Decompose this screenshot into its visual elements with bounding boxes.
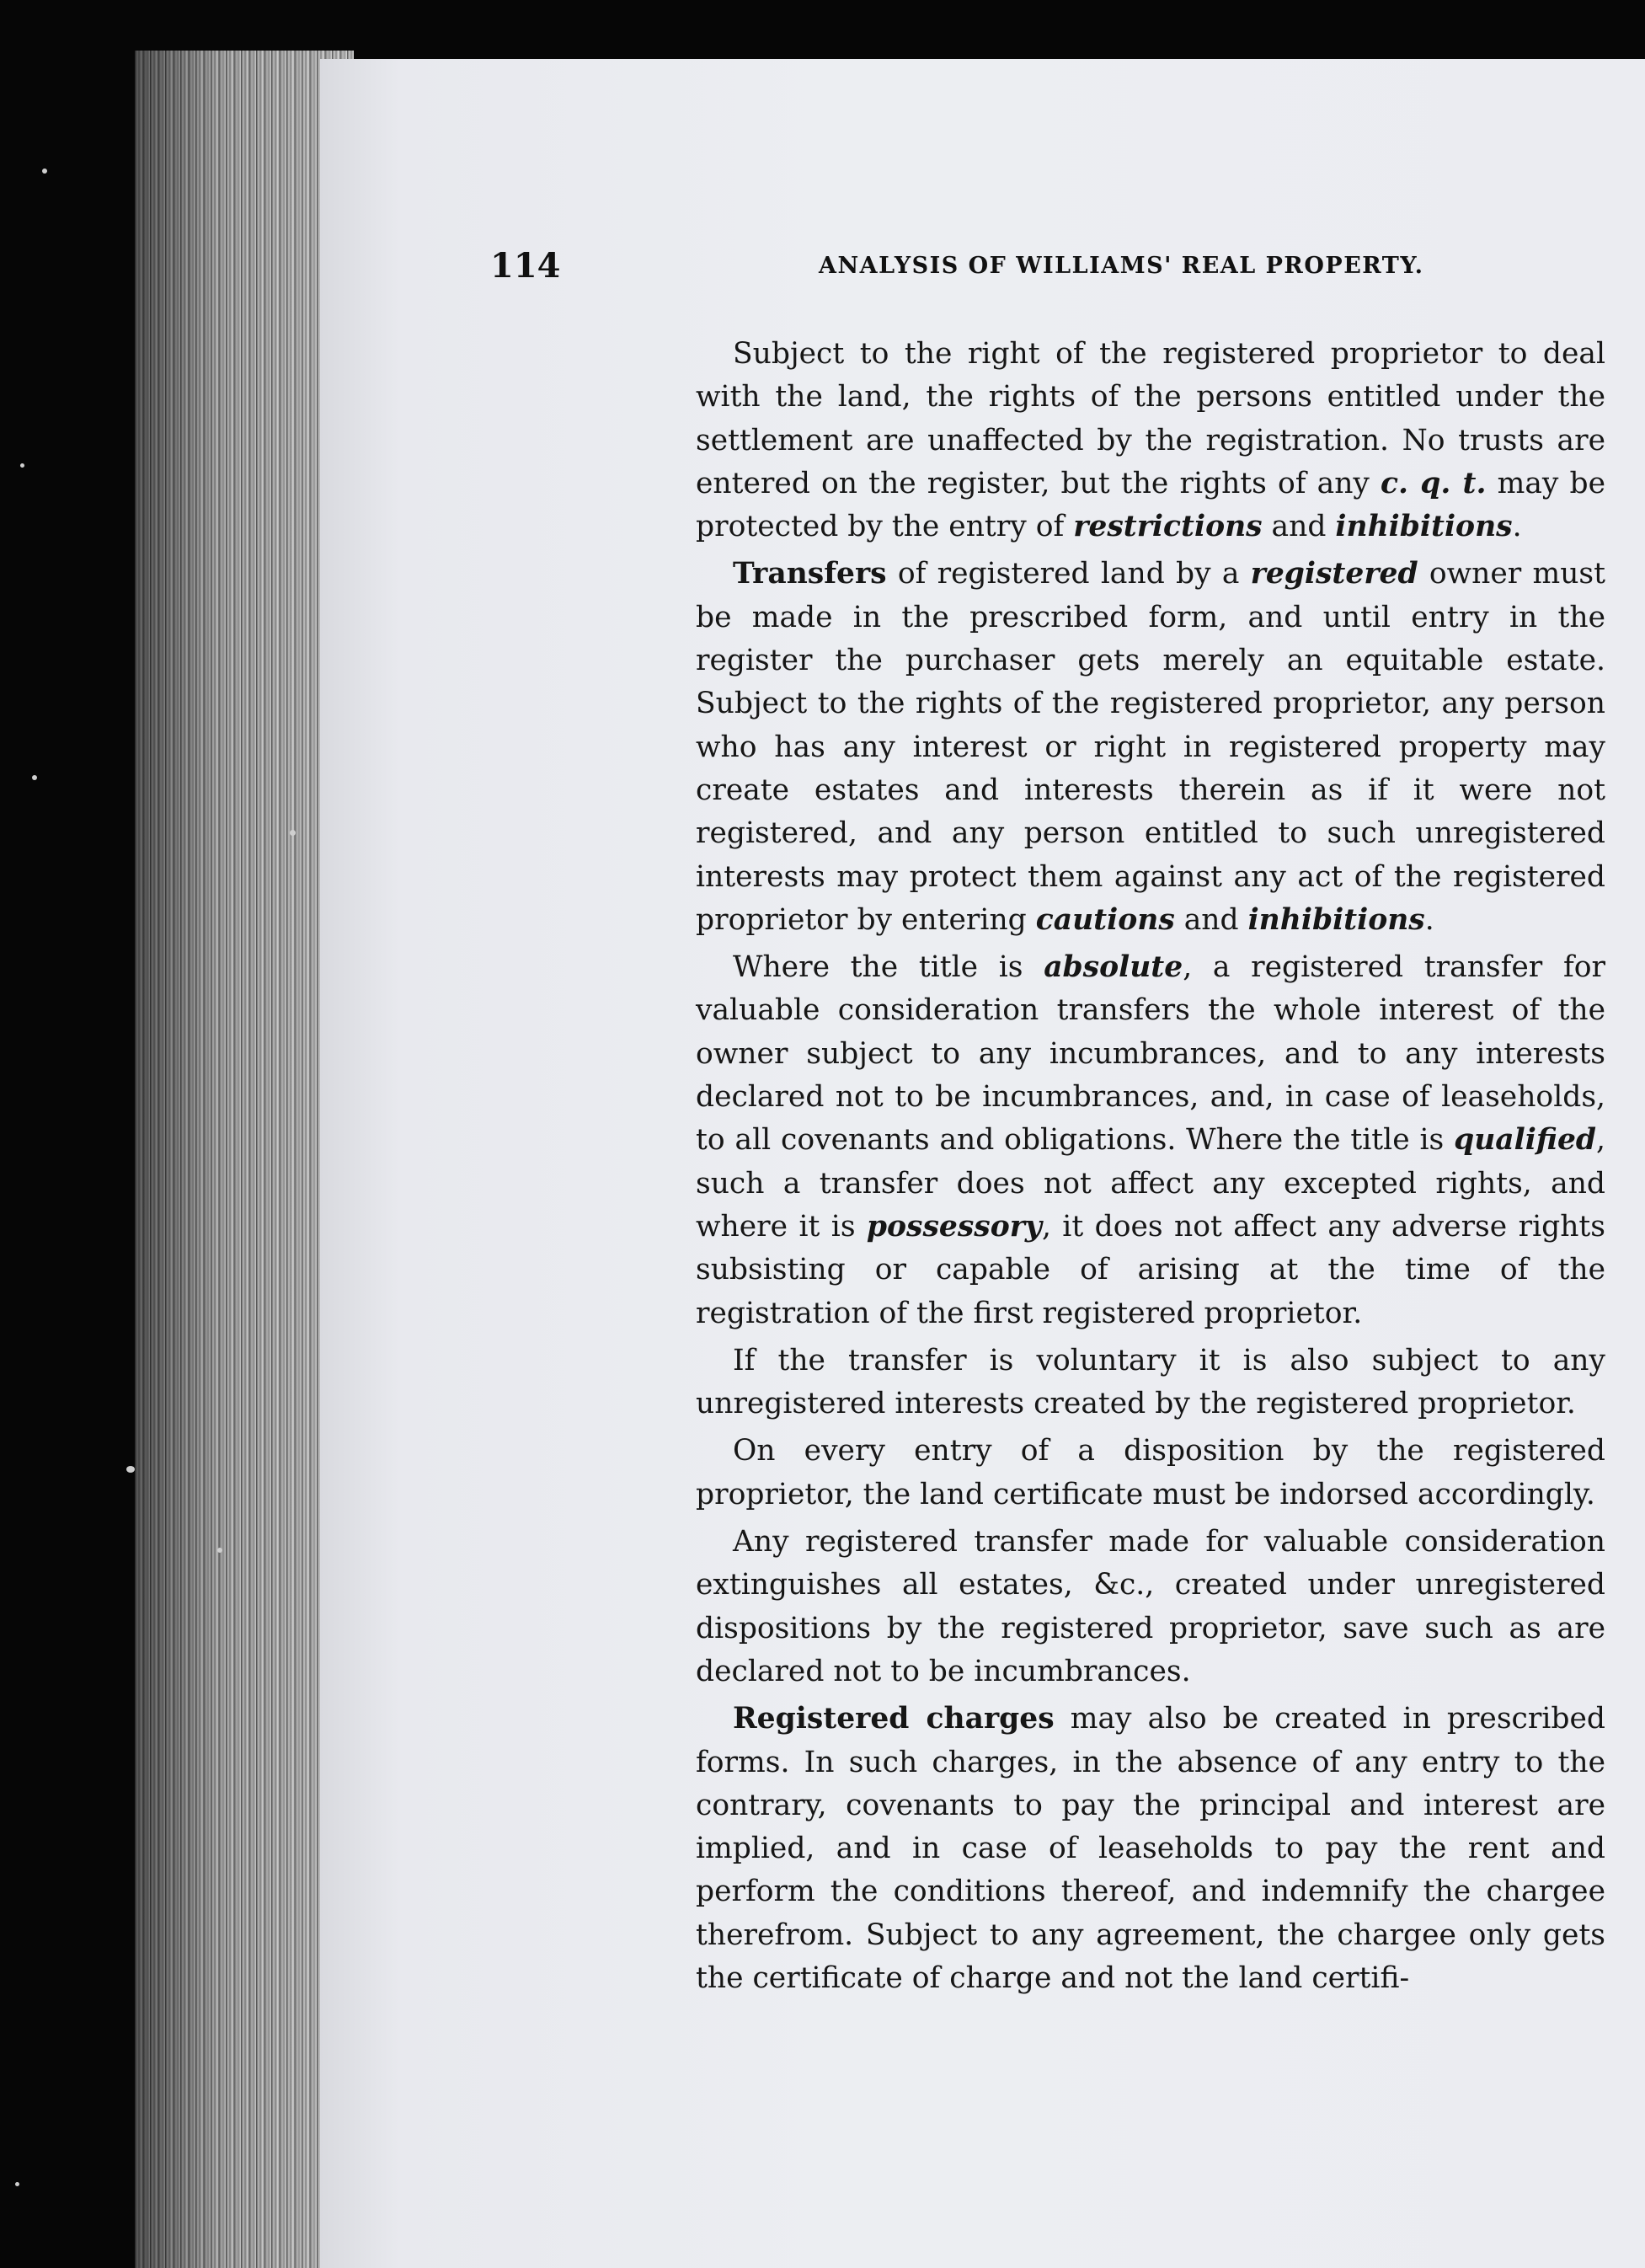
text-run: Any registered transfer made for valuable consideration extinguishes all estates, &c., created under unregistered dispositions by the registered proprietor, save such as are declared not to be incumbrances. <box>696 1525 1605 1688</box>
italic-term: restrictions <box>1073 510 1263 544</box>
paragraph-3 <box>696 946 1605 1335</box>
text-run: , a registered transfer for valuable consideration transfers the whole interest of the owner subject to any incumbrances, and to any interests declared not to be incumbrances, and, in case of leaseholds, to all covenants and obligations. Where the title is <box>696 950 1606 1158</box>
paragraph-5 <box>696 1430 1605 1516</box>
italic-term: registered <box>1250 557 1418 591</box>
italic-term: possessory <box>866 1209 1042 1244</box>
paragraph-4 <box>696 1340 1605 1426</box>
text-run: Subject to the right of the registered proprietor to deal with the land, the rights of the persons entitled under the settlement are unaffected by the registration. No trusts are entered on the register, but the rights of any <box>696 337 1605 500</box>
paragraph-1 <box>696 333 1605 548</box>
text-run: On every entry of a disposition by the registered proprietor, the land certificate must be indorsed accordingly. <box>696 1434 1605 1511</box>
italic-term: cautions <box>1035 902 1175 937</box>
italic-term: c. q. t. <box>1381 466 1487 500</box>
bold-heading: Transfers <box>733 557 887 591</box>
body-text <box>696 333 1605 2004</box>
page-number: 114 <box>490 246 561 286</box>
text-run: . <box>1512 510 1522 544</box>
bold-heading: Registered charges <box>733 1702 1055 1736</box>
italic-term: absolute <box>1044 950 1183 985</box>
page-header <box>490 246 1476 285</box>
text-run: Where the title is <box>733 950 1044 985</box>
text-run: of registered land by a <box>886 557 1251 591</box>
italic-term: inhibitions <box>1335 510 1513 544</box>
paragraph-7 <box>696 1698 1605 2000</box>
text-run: If the transfer is voluntary it is also subject to any unregistered interests created by the registered proprietor. <box>696 1343 1605 1421</box>
text-run: and <box>1174 902 1248 937</box>
text-run: may be protected by the entry of <box>696 466 1605 544</box>
text-run: may also be created in prescribed forms. In such charges, in the absence of any entry to the contrary, covenants to pay the principal and interest are implied, and in case of leaseholds to pay the rent and perform the conditions thereof, and indemnify the chargee therefrom. Subject to any agreement, the chargee only gets the certificate of charge and not the land certifi- <box>696 1702 1605 1995</box>
text-run: and <box>1262 510 1336 544</box>
italic-term: inhibitions <box>1247 902 1425 937</box>
paragraph-6 <box>696 1521 1605 1693</box>
running-head: ANALYSIS OF WILLIAMS' REAL PROPERTY. <box>819 253 1424 279</box>
text-run: owner must be made in the prescribed form, and until entry in the register the purchaser gets merely an equitable estate. Subject to the rights of the registered proprietor, any person who has any interest or right in registered property may create estates and interests therein as if it were not registered, and any person entitled to such unregistered interests may protect them against any act of the registered proprietor by entering <box>696 557 1605 937</box>
text-run: . <box>1424 902 1434 937</box>
text-run: , such a transfer does not affect any excepted rights, and where it is <box>696 1123 1605 1244</box>
text-run: , it does not affect any adverse rights subsisting or capable of arising at the time of the registration of the first registered proprietor. <box>696 1209 1605 1330</box>
italic-term: qualified <box>1454 1123 1597 1158</box>
paragraph-2 <box>696 553 1605 942</box>
